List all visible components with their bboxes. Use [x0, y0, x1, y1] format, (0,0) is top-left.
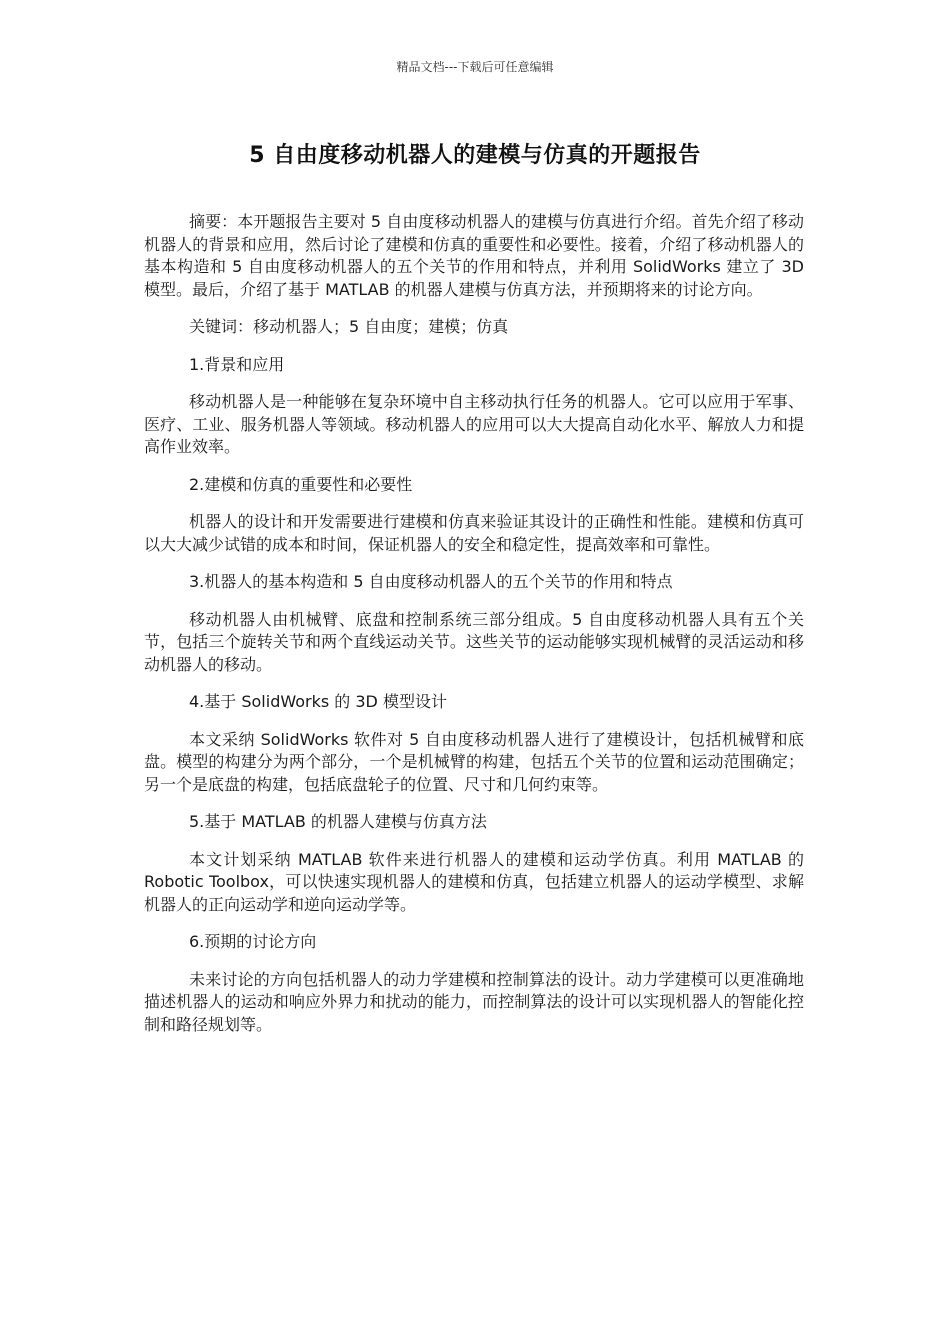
section-body-4: 本文采纳 SolidWorks 软件对 5 自由度移动机器人进行了建模设计，包括机械臂和底盘。模型的构建分为两个部分，一个是机械臂的构建，包括五个关节的位置和运动范围确定；另一个是底盘的构建，包括底盘轮子的位置、尺寸和几何约束等。: [144, 729, 804, 794]
section-body-2: 机器人的设计和开发需要进行建模和仿真来验证其设计的正确性和性能。建模和仿真可以大大减少试错的成本和时间，保证机器人的安全和稳定性，提高效率和可靠性。: [144, 512, 804, 554]
section-heading-2: 2.建模和仿真的重要性和必要性: [189, 474, 413, 494]
keywords-line: 关键词：移动机器人；5 自由度；建模；仿真: [189, 317, 509, 336]
section-body-5: 本文计划采纳 MATLAB 软件来进行机器人的建模和运动学仿真。利用 MATLAB 的 Robotic Toolbox，可以快速实现机器人的建模和仿真，包括建立机器人的运动学模型、求解机器人的正向运动学和逆向运动学等。: [144, 849, 804, 914]
section-heading-1: 1.背景和应用: [189, 354, 285, 374]
section-body-1: 移动机器人是一种能够在复杂环境中自主移动执行任务的机器人。它可以应用于军事、医疗、工业、服务机器人等领域。移动机器人的应用可以大大提高自动化水平、解放人力和提高作业效率。: [144, 392, 804, 456]
section-heading-5: 5.基于 MATLAB 的机器人建模与仿真方法: [189, 812, 487, 831]
abstract-paragraph: 摘要：本开题报告主要对 5 自由度移动机器人的建模与仿真进行介绍。首先介绍了移动机器人的背景和应用，然后讨论了建模和仿真的重要性和必要性。接着，介绍了移动机器人的基本构造和 5 自由度移动机器人的五个关节的作用和特点，并利用 SolidWorks 建立了 3D 模型。最后，介绍了基于 MATLAB 的机器人建模与仿真方法，并预期将来的讨论方向。: [144, 212, 804, 299]
section-heading-4: 4.基于 SolidWorks 的 3D 模型设计: [189, 692, 447, 711]
document-body: [144, 211, 804, 1051]
section-body-3: 移动机器人由机械臂、底盘和控制系统三部分组成。5 自由度移动机器人具有五个关节，包括三个旋转关节和两个直线运动关节。这些关节的运动能够实现机械臂的灵活运动和移动机器人的移动。: [144, 609, 804, 674]
section-heading-3: 3.机器人的基本构造和 5 自由度移动机器人的五个关节的作用和特点: [189, 572, 673, 591]
section-body-6: 未来讨论的方向包括机器人的动力学建模和控制算法的设计。动力学建模可以更准确地描述机器人的运动和响应外界力和扰动的能力，而控制算法的设计可以实现机器人的智能化控制和路径规划等。: [144, 969, 804, 1034]
section-heading-6: 6.预期的讨论方向: [189, 932, 317, 951]
document-title: 5 自由度移动机器人的建模与仿真的开题报告: [249, 143, 701, 168]
header-note: 精品文档---下载后可任意编辑: [396, 60, 554, 74]
